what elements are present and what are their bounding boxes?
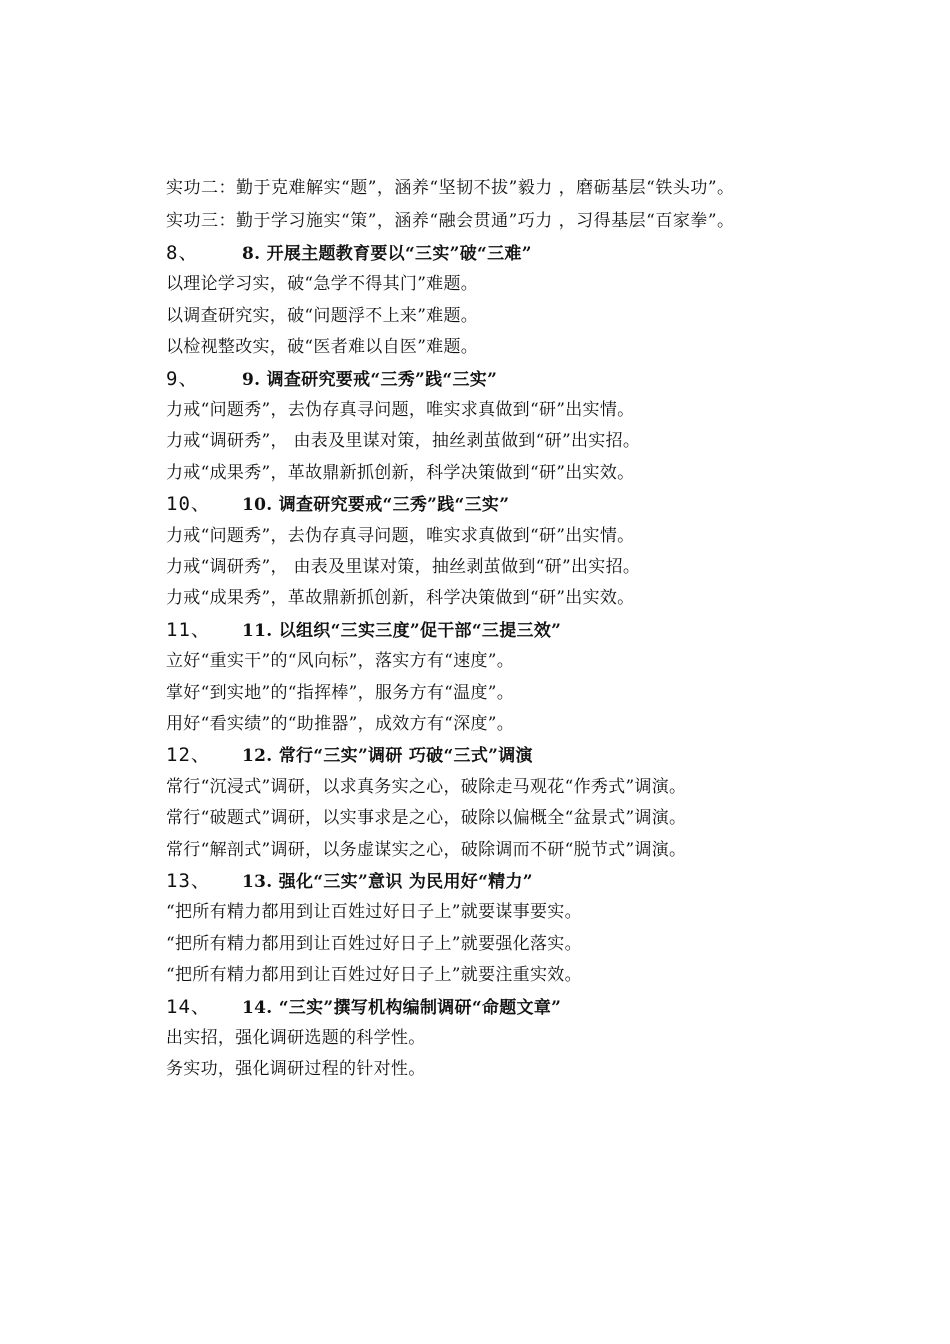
section-heading <box>128 615 828 646</box>
section-title: 9. 调查研究要戒“三秀”践“三实” <box>242 369 498 390</box>
section-line: 力戒“成果秀”，革故鼎新抓创新，科学决策做到“研”出实效。 <box>166 462 635 483</box>
section-number: 14、 <box>166 995 211 1018</box>
section-title: 13. 强化“三实”意识 为民用好“精力” <box>242 872 533 893</box>
section-line: 常行“破题式”调研，以实事求是之心，破除以偏概全“盆景式”调演。 <box>166 808 687 829</box>
section-number: 9、 <box>166 367 199 390</box>
section-number: 10、 <box>166 493 211 516</box>
section-heading <box>128 992 828 1023</box>
intro-paragraph: 实功三：勤于学习施实“策”，涵养“融会贯通”巧力 ，习得基层“百家拳”。 <box>166 211 735 231</box>
section-line: 力戒“调研秀”， 由表及里谋对策，抽丝剥茧做到“研”出实招。 <box>166 431 641 452</box>
section-line: 常行“沉浸式”调研，以求真务实之心，破除走马观花“作秀式”调演。 <box>166 776 687 797</box>
section-heading <box>128 740 828 771</box>
section-line: “把所有精力都用到让百姓过好日子上”就要谋事要实。 <box>166 902 582 923</box>
section-heading <box>128 489 828 520</box>
section-line: 力戒“问题秀”，去伪存真寻问题，唯实求真做到“研”出实情。 <box>166 525 635 546</box>
section-title: 11. 以组织“三实三度”促干部“三提三效” <box>242 620 562 641</box>
section-line: 以检视整改实，破“医者难以自医”难题。 <box>166 337 479 358</box>
section-line: 出实招，强化调研选题的科学性。 <box>166 1028 426 1049</box>
section-title: 12. 常行“三实”调研 巧破“三式”调演 <box>242 746 533 767</box>
section-line: 用好“看实绩”的“助推器”，成效方有“深度”。 <box>166 714 515 735</box>
section-line: 掌好“到实地”的“指挥棒”，服务方有“温度”。 <box>166 682 515 703</box>
section-heading <box>128 364 828 395</box>
section-heading <box>128 238 828 269</box>
section-number: 8、 <box>166 242 199 264</box>
section-title: 14. “三实”撰写机构编制调研“命题文章” <box>242 997 562 1018</box>
section-line: 立好“重实干”的“风向标”，落实方有“速度”。 <box>166 651 515 672</box>
section-line: 力戒“成果秀”，革故鼎新抓创新，科学决策做到“研”出实效。 <box>166 588 635 609</box>
section-number: 13、 <box>166 870 211 893</box>
section-number: 12、 <box>166 744 211 767</box>
section-title: 8. 开展主题教育要以“三实”破“三难” <box>242 244 532 264</box>
document-body <box>128 172 828 1086</box>
section-line: 以理论学习实，破“急学不得其门”难题。 <box>166 274 479 295</box>
section-line: 力戒“问题秀”，去伪存真寻问题，唯实求真做到“研”出实情。 <box>166 400 635 420</box>
section-line: 以调查研究实，破“问题浮不上来”难题。 <box>166 305 479 326</box>
section-heading <box>128 866 828 897</box>
section-line: 力戒“调研秀”， 由表及里谋对策，抽丝剥茧做到“研”出实招。 <box>166 557 641 578</box>
intro-paragraph: 实功二：勤于克难解实“题”，涵养“坚韧不拔”毅力 ，磨砺基层“铁头功”。 <box>166 178 735 198</box>
section-title: 10. 调查研究要戒“三秀”践“三实” <box>242 495 510 516</box>
section-line: “把所有精力都用到让百姓过好日子上”就要强化落实。 <box>166 933 582 954</box>
section-line: 务实功，强化调研过程的针对性。 <box>166 1059 426 1080</box>
section-number: 11、 <box>166 618 211 641</box>
section-line: 常行“解剖式”调研，以务虚谋实之心，破除调而不研“脱节式”调演。 <box>166 839 687 860</box>
section-line: “把所有精力都用到让百姓过好日子上”就要注重实效。 <box>166 965 582 986</box>
